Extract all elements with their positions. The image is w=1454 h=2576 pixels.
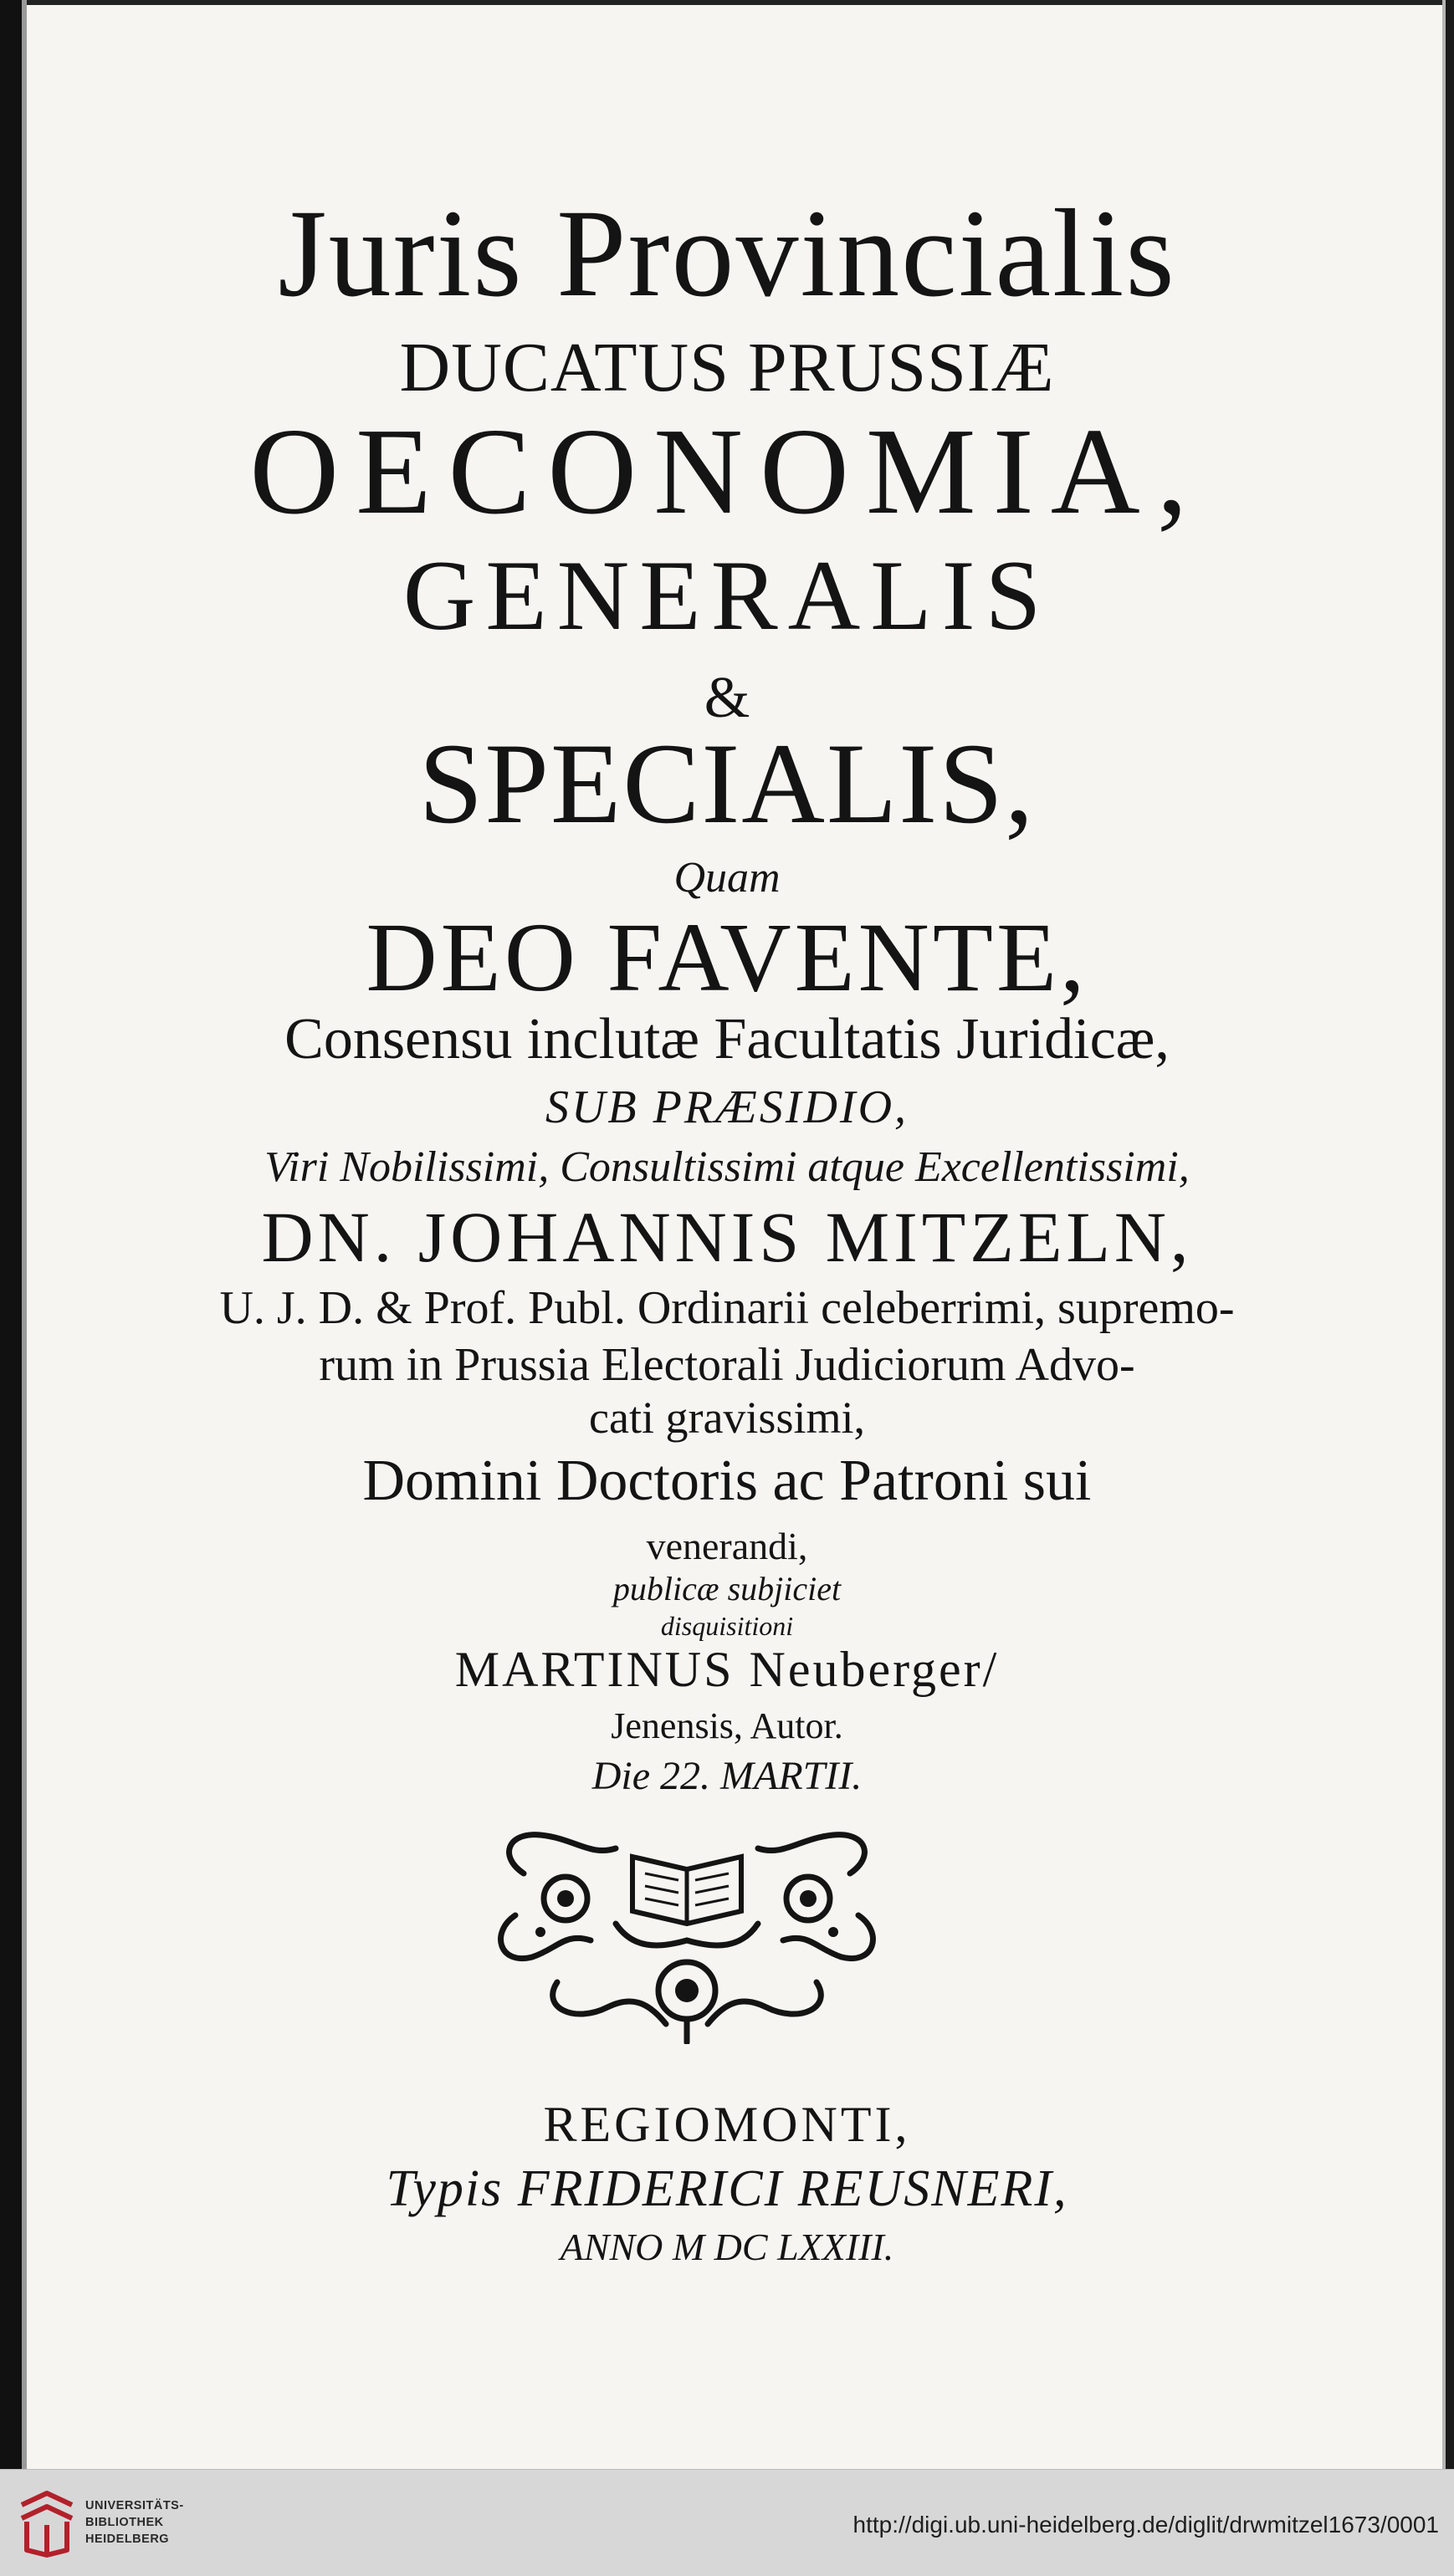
text-anno: ANNO M DC LXXIII.	[560, 2226, 894, 2268]
title-line-generalis: GENERALIS	[402, 539, 1052, 651]
permalink-url[interactable]: http://digi.ub.uni-heidelberg.de/diglit/drwmitzel1673/0001	[852, 2512, 1439, 2538]
text-dn-johannis: DN. JOHANNIS MITZELN,	[261, 1197, 1193, 1277]
text-sub-praesidio: SUB PRÆSIDIO,	[545, 1081, 909, 1133]
title-line-juris: Juris Provincialis	[278, 184, 1176, 323]
logo-line-bibliothek: BIBLIOTHEK	[85, 2516, 164, 2529]
text-rum-in-prussia: rum in Prussia Electorali Judiciorum Advo-	[319, 1339, 1135, 1391]
title-line-ducatus: DUCATUS PRUSSIÆ	[399, 329, 1055, 406]
printers-ornament-icon	[490, 1823, 883, 2044]
text-publicae: publicæ subjiciet	[612, 1570, 842, 1607]
text-deo-favente: DEO FAVENTE,	[366, 902, 1088, 1012]
logo-line-universitaets: UNIVERSITÄTS-	[85, 2499, 184, 2512]
text-cati: cati gravissimi,	[589, 1393, 865, 1443]
text-quam: Quam	[673, 854, 781, 902]
text-consensu: Consensu inclutæ Facultatis Juridicæ,	[284, 1007, 1170, 1071]
ub-heidelberg-logo-icon[interactable]	[15, 2488, 79, 2558]
text-viri: Viri Nobilissimi, Consultissimi atque Excellentissimi,	[264, 1143, 1190, 1191]
text-domini: Domini Doctoris ac Patroni sui	[362, 1449, 1092, 1513]
text-jenensis: Jenensis, Autor.	[611, 1705, 843, 1746]
scan-edge-top	[0, 0, 1454, 5]
text-martinus: MARTINUS Neuberger/	[454, 1642, 1000, 1697]
title-line-ampersand: &	[704, 666, 750, 730]
title-line-specialis: SPECIALIS,	[418, 719, 1036, 847]
logo-wordmark	[85, 2497, 184, 2548]
text-disquisitioni: disquisitioni	[660, 1611, 794, 1641]
logo-line-heidelberg: HEIDELBERG	[85, 2533, 170, 2546]
text-regiomonti: REGIOMONTI,	[543, 2097, 911, 2152]
text-typis: Typis FRIDERICI REUSNERI,	[386, 2160, 1068, 2217]
text-die: Die 22. MARTII.	[591, 1754, 863, 1798]
viewer-footer	[0, 2469, 1454, 2576]
text-venerandi: venerandi,	[646, 1525, 808, 1567]
text-ujd: U. J. D. & Prof. Publ. Ordinarii celeberrimi, supremo-	[219, 1282, 1235, 1334]
title-line-oeconomia: OECONOMIA,	[249, 403, 1205, 540]
